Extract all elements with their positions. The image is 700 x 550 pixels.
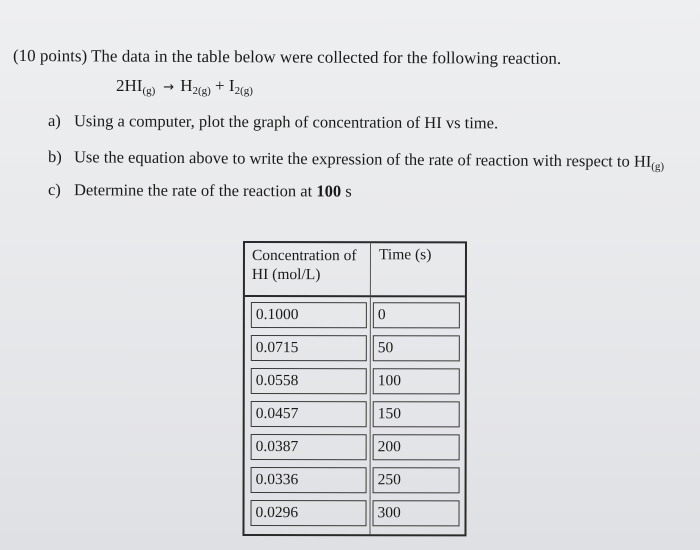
conc-cell: [245, 363, 371, 396]
table-row: [245, 330, 465, 363]
table-row: [245, 297, 465, 330]
conc-cell: [245, 396, 371, 429]
conc-value: 0.0558: [251, 368, 367, 394]
header-concentration-line1: Concentration of: [251, 247, 357, 265]
time-cell: [371, 330, 465, 363]
time-cell: [371, 396, 465, 429]
part-a-text: Using a computer, plot the graph of concentration of HI vs time.: [73, 111, 499, 133]
conc-value: 0.0715: [251, 335, 367, 361]
product-hydrogen: H: [180, 76, 193, 95]
header-time: Time (s): [371, 243, 465, 297]
table-header-row: [245, 243, 465, 297]
conc-value: 0.0296: [251, 500, 367, 526]
part-c-text: Determine the rate of the reaction at: [73, 180, 317, 201]
table-row: [245, 462, 465, 495]
conc-cell: [245, 462, 371, 495]
product-iodine: I: [228, 76, 235, 95]
part-c: [48, 180, 352, 202]
reactant-state: (g): [142, 85, 156, 97]
conc-value: 0.1000: [251, 302, 367, 328]
part-c-letter: c): [47, 180, 61, 200]
conc-cell: [244, 495, 370, 534]
conc-value: 0.0387: [251, 434, 367, 460]
time-cell: [371, 429, 465, 462]
part-a: [48, 111, 498, 133]
table-row: [245, 363, 465, 396]
time-value: 0: [373, 302, 460, 328]
question-title: (10 points) The data in the table below were collected for the following reaction.: [12, 46, 562, 68]
reactant: 2HI: [116, 76, 143, 95]
conc-value: 0.0457: [251, 401, 367, 427]
data-table: [242, 241, 467, 536]
reaction-equation: [116, 76, 253, 97]
time-cell: [371, 297, 465, 330]
plus-sign: +: [215, 76, 225, 95]
part-c-time-value: 100: [316, 181, 342, 201]
part-c-unit: s: [341, 181, 352, 201]
time-value: 150: [373, 401, 460, 427]
reaction-arrow: →: [163, 80, 175, 95]
time-value: 300: [373, 500, 460, 526]
conc-cell: [245, 429, 371, 462]
conc-value: 0.0336: [251, 467, 367, 493]
part-a-letter: a): [47, 111, 61, 131]
time-cell: [370, 495, 464, 534]
product-iodine-state: 2(g): [234, 85, 253, 97]
time-value: 50: [373, 335, 460, 361]
table-row: [245, 429, 465, 462]
part-b-subscript: (g): [651, 160, 665, 173]
conc-cell: [245, 297, 371, 330]
part-b-text: Use the equation above to write the expression of the rate of reaction with respect to HI: [73, 147, 652, 171]
time-cell: [371, 462, 465, 495]
part-b-letter: b): [47, 147, 62, 167]
product-hydrogen-state: 2(g): [192, 85, 211, 97]
table-row: [244, 495, 464, 534]
time-cell: [371, 363, 465, 396]
time-value: 200: [373, 434, 460, 460]
conc-cell: [245, 330, 371, 363]
header-concentration-line2: HI (mol/L): [251, 266, 321, 284]
time-value: 250: [373, 467, 460, 493]
time-value: 100: [373, 368, 460, 394]
part-b: [48, 147, 664, 173]
table-row: [245, 396, 465, 429]
header-concentration: [245, 243, 371, 297]
data-table-wrapper: [242, 241, 467, 536]
